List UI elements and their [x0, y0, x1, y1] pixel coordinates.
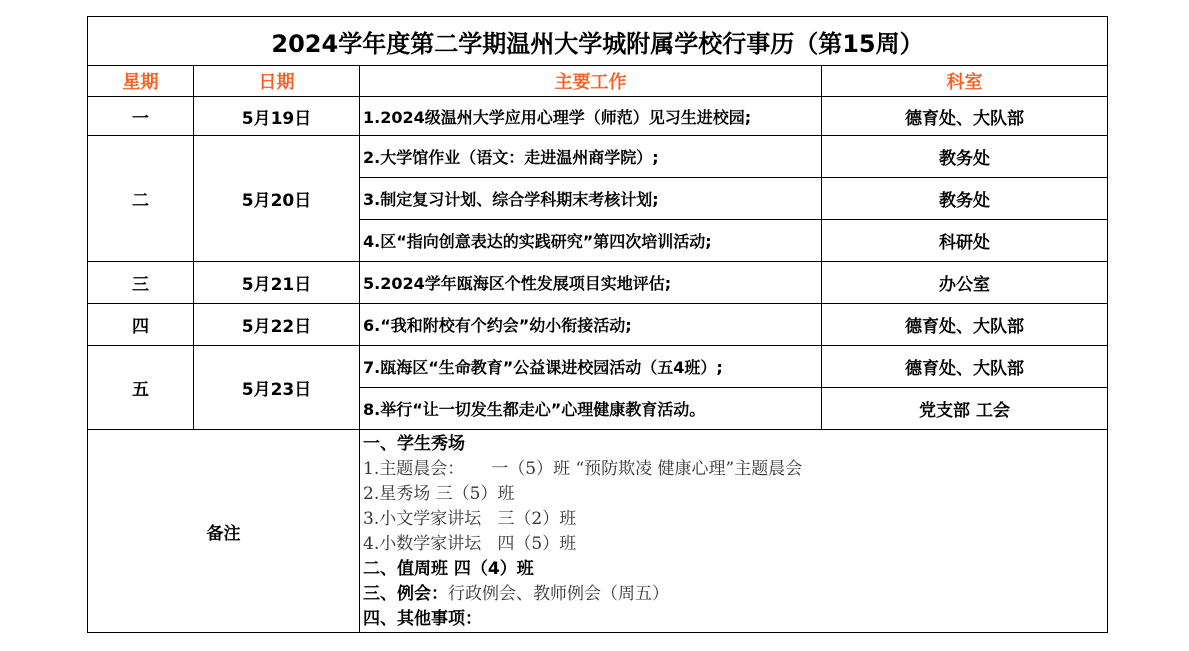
notes-row [88, 430, 1108, 633]
column-header-dept: 科室 [822, 66, 1108, 97]
weekday-cell: 四 [88, 304, 194, 346]
dept-cell: 科研处 [822, 220, 1108, 262]
dept-cell: 教务处 [822, 136, 1108, 178]
column-header-date: 日期 [194, 66, 360, 97]
date-cell: 5月20日 [194, 136, 360, 262]
date-cell: 5月22日 [194, 304, 360, 346]
weekly-schedule-table [87, 16, 1108, 633]
work-cell: 8.举行“让一切发生都走心”心理健康教育活动。 [360, 388, 822, 430]
weekday-cell: 三 [88, 262, 194, 304]
dept-cell: 德育处、大队部 [822, 304, 1108, 346]
page-title: 2024学年度第二学期温州大学城附属学校行事历（第15周） [88, 17, 1108, 66]
table-row [88, 136, 1108, 178]
work-cell: 3.制定复习计划、综合学科期末考核计划; [360, 178, 822, 220]
meetings-label: 三、例会： [363, 584, 448, 604]
table-row [88, 97, 1108, 136]
notes-label: 备注 [88, 430, 360, 633]
dept-cell: 教务处 [822, 178, 1108, 220]
notes-item: 1.主题晨会： 一（5）班 “预防欺凌 健康心理”主题晨会 [363, 459, 803, 479]
work-cell: 5.2024学年瓯海区个性发展项目实地评估; [360, 262, 822, 304]
title-row [88, 17, 1108, 66]
notes-section-meetings [363, 582, 1107, 607]
notes-section-duty-class: 二、值周班 四（4）班 [363, 559, 534, 579]
notes-section-other: 四、其他事项： [363, 609, 482, 629]
notes-item: 3.小文学家讲坛 三（2）班 [363, 509, 577, 529]
dept-cell: 办公室 [822, 262, 1108, 304]
notes-section-student-show: 一、学生秀场 [363, 434, 465, 454]
table-row [88, 262, 1108, 304]
dept-cell: 党支部 工会 [822, 388, 1108, 430]
column-header-work: 主要工作 [360, 66, 822, 97]
date-cell: 5月23日 [194, 346, 360, 430]
notes-item: 2.星秀场 三（5）班 [363, 484, 515, 504]
work-cell: 4.区“指向创意表达的实践研究”第四次培训活动; [360, 220, 822, 262]
work-cell: 6.“我和附校有个约会”幼小衔接活动; [360, 304, 822, 346]
notes-item: 4.小数学家讲坛 四（5）班 [363, 534, 577, 554]
work-cell: 2.大学馆作业（语文：走进温州商学院）; [360, 136, 822, 178]
date-cell: 5月21日 [194, 262, 360, 304]
table-row [88, 346, 1108, 388]
date-cell: 5月19日 [194, 97, 360, 136]
work-cell: 1.2024级温州大学应用心理学（师范）见习生进校园; [360, 97, 822, 136]
weekday-cell: 五 [88, 346, 194, 430]
column-header-weekday: 星期 [88, 66, 194, 97]
header-row [88, 66, 1108, 97]
weekday-cell: 一 [88, 97, 194, 136]
dept-cell: 德育处、大队部 [822, 97, 1108, 136]
notes-content [360, 430, 1108, 633]
work-cell: 7.瓯海区“生命教育”公益课进校园活动（五4班）; [360, 346, 822, 388]
table-row [88, 304, 1108, 346]
meetings-value: 行政例会、教师例会（周五） [448, 584, 669, 604]
weekday-cell: 二 [88, 136, 194, 262]
dept-cell: 德育处、大队部 [822, 346, 1108, 388]
